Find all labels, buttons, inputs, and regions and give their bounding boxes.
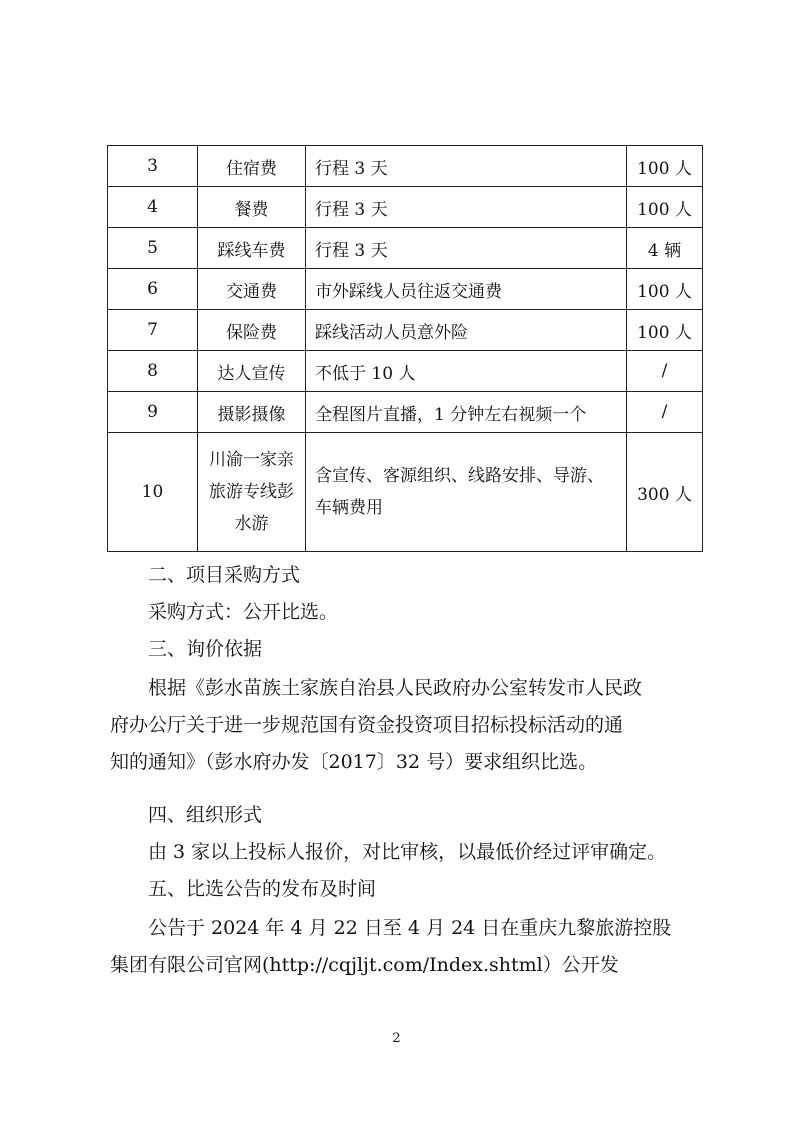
- table-row: [108, 392, 703, 433]
- page-number: 2: [392, 1031, 401, 1046]
- paragraph-line: 公告于 2024 年 4 月 22 日至 4 月 24 日在重庆九黎旅游控股: [148, 917, 672, 939]
- item-name-line: 旅游专线彭: [209, 482, 294, 502]
- item-description-line: 含宣传、客源组织、线路安排、导游、: [315, 466, 604, 486]
- item-name-line: 水游: [234, 514, 269, 534]
- row-number: 4: [108, 187, 198, 228]
- paragraph-line: 集团有限公司官网(http://cqjljt.com/Index.shtml）公开发: [110, 954, 619, 976]
- table-row: [108, 351, 703, 392]
- row-number: 6: [108, 269, 198, 310]
- row-number: 3: [108, 146, 198, 187]
- procurement-method-text: 采购方式：公开比选。: [148, 601, 339, 623]
- item-description: 行程 3 天: [306, 187, 627, 228]
- item-quantity: 300 人: [627, 433, 703, 552]
- item-quantity: 100 人: [627, 187, 703, 228]
- item-name: 餐费: [198, 187, 306, 228]
- procurement-items-table: [107, 145, 703, 552]
- item-quantity: 100 人: [627, 269, 703, 310]
- item-quantity: 100 人: [627, 146, 703, 187]
- item-description: 行程 3 天: [306, 228, 627, 269]
- item-quantity: /: [627, 392, 703, 433]
- paragraph-line: 知的通知》（彭水府办发〔2017〕32 号）要求组织比选。: [110, 751, 598, 773]
- item-name: 交通费: [198, 269, 306, 310]
- inquiry-basis-paragraph: [110, 670, 710, 781]
- item-description: 市外踩线人员往返交通费: [306, 269, 627, 310]
- organization-form-text: 由 3 家以上投标人报价，对比审核，以最低价经过评审确定。: [148, 841, 667, 863]
- table-row: [108, 146, 703, 187]
- row-number: 10: [108, 433, 198, 552]
- announcement-paragraph: [110, 910, 710, 984]
- row-number: 8: [108, 351, 198, 392]
- item-description-line: 车辆费用: [315, 498, 383, 518]
- row-number: 7: [108, 310, 198, 351]
- section-heading-procurement-method: 二、项目采购方式: [148, 564, 301, 586]
- table-row: [108, 228, 703, 269]
- table-row: [108, 433, 703, 552]
- item-name-line: 川渝一家亲: [209, 450, 294, 470]
- item-description: 不低于 10 人: [306, 351, 627, 392]
- item-name: 保险费: [198, 310, 306, 351]
- table-row: [108, 269, 703, 310]
- item-name: [198, 433, 306, 552]
- table-row: [108, 310, 703, 351]
- item-name: 住宿费: [198, 146, 306, 187]
- table-row: [108, 187, 703, 228]
- section-heading-organization-form: 四、组织形式: [148, 804, 263, 826]
- item-quantity: 4 辆: [627, 228, 703, 269]
- paragraph-line: 府办公厅关于进一步规范国有资金投资项目招标投标活动的通: [110, 714, 624, 736]
- paragraph-line: 根据《彭水苗族土家族自治县人民政府办公室转发市人民政: [148, 677, 643, 699]
- item-description: 行程 3 天: [306, 146, 627, 187]
- section-heading-inquiry-basis: 三、询价依据: [148, 638, 263, 660]
- row-number: 5: [108, 228, 198, 269]
- item-description: 全程图片直播，1 分钟左右视频一个: [306, 392, 627, 433]
- item-name: 达人宣传: [198, 351, 306, 392]
- item-quantity: /: [627, 351, 703, 392]
- item-description: [306, 433, 627, 552]
- row-number: 9: [108, 392, 198, 433]
- item-name: 摄影摄像: [198, 392, 306, 433]
- item-quantity: 100 人: [627, 310, 703, 351]
- item-description: 踩线活动人员意外险: [306, 310, 627, 351]
- section-heading-announcement: 五、比选公告的发布及时间: [148, 878, 377, 900]
- item-name: 踩线车费: [198, 228, 306, 269]
